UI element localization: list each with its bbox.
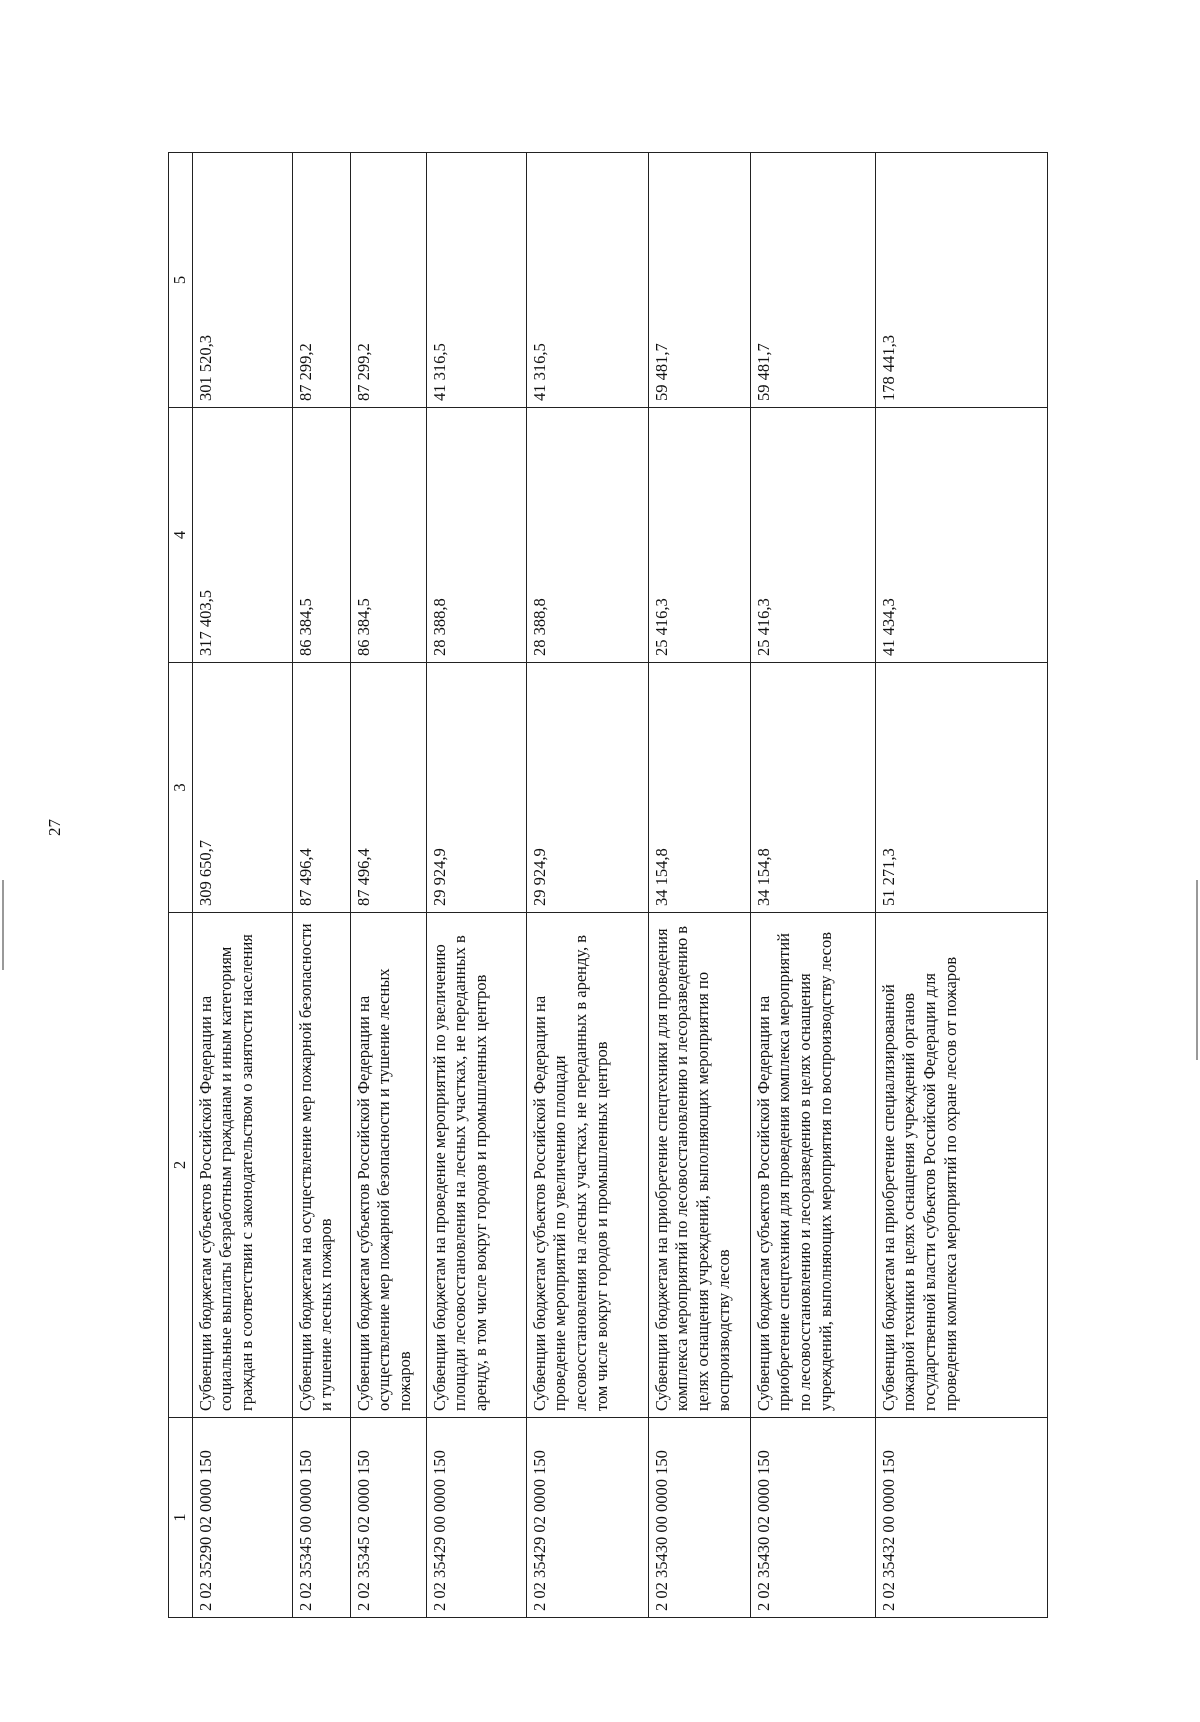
value-col5-cell: 87 299,2	[292, 153, 350, 408]
budget-code-cell: 2 02 35430 00 0000 150	[648, 1418, 750, 1618]
value-col5-cell: 178 441,3	[875, 153, 1047, 408]
budget-code-cell: 2 02 35429 02 0000 150	[526, 1418, 648, 1618]
table-row	[292, 153, 350, 1618]
description-cell: Субвенции бюджетам на осуществление мер пожарной безопасности и тушение лесных пожаров	[292, 913, 350, 1418]
budget-code-cell: 2 02 35432 00 0000 150	[875, 1418, 1047, 1618]
budget-code-cell: 2 02 35290 02 0000 150	[192, 1418, 292, 1618]
column-header-4: 4	[169, 408, 193, 663]
column-header-3: 3	[169, 663, 193, 913]
scan-edge-mark	[2, 880, 4, 970]
header-row	[169, 153, 193, 1618]
value-col4-cell: 41 434,3	[875, 408, 1047, 663]
value-col3-cell: 34 154,8	[648, 663, 750, 913]
value-col3-cell: 34 154,8	[750, 663, 875, 913]
value-col5-cell: 87 299,2	[350, 153, 426, 408]
value-col4-cell: 86 384,5	[292, 408, 350, 663]
description-cell: Субвенции бюджетам субъектов Российской Федерации на приобретение спецтехники для проведения комплекса мероприятий по лесовосстановлению и лесоразведению в целях оснащения учреждений, выполняющих мероприятия по воспроизводству лесов	[750, 913, 875, 1418]
value-col5-cell: 41 316,5	[426, 153, 526, 408]
value-col4-cell: 28 388,8	[526, 408, 648, 663]
table-row	[648, 153, 750, 1618]
value-col3-cell: 51 271,3	[875, 663, 1047, 913]
value-col5-cell: 41 316,5	[526, 153, 648, 408]
table-row	[750, 153, 875, 1618]
budget-code-cell: 2 02 35430 02 0000 150	[750, 1418, 875, 1618]
description-cell: Субвенции бюджетам субъектов Российской Федерации на осуществление мер пожарной безопасности и тушение лесных пожаров	[350, 913, 426, 1418]
value-col4-cell: 25 416,3	[648, 408, 750, 663]
column-header-5: 5	[169, 153, 193, 408]
value-col5-cell: 59 481,7	[648, 153, 750, 408]
scan-edge-mark	[1196, 880, 1198, 1060]
description-cell: Субвенции бюджетам субъектов Российской Федерации на социальные выплаты безработным гражданам и иным категориям граждан в соответствии с законодательством о занятости населения	[192, 913, 292, 1418]
value-col3-cell: 29 924,9	[526, 663, 648, 913]
description-cell: Субвенции бюджетам на проведение мероприятий по увеличению площади лесовосстановления на лесных участках, не переданных в аренду, в том числе вокруг городов и промышленных центров	[426, 913, 526, 1418]
table-row	[350, 153, 426, 1618]
page-number: 27	[45, 819, 64, 836]
value-col5-cell: 301 520,3	[192, 153, 292, 408]
budget-table	[168, 152, 1048, 1618]
value-col4-cell: 317 403,5	[192, 408, 292, 663]
budget-code-cell: 2 02 35345 00 0000 150	[292, 1418, 350, 1618]
table-row	[875, 153, 1047, 1618]
value-col4-cell: 25 416,3	[750, 408, 875, 663]
value-col3-cell: 309 650,7	[192, 663, 292, 913]
table-row	[426, 153, 526, 1618]
budget-code-cell: 2 02 35345 02 0000 150	[350, 1418, 426, 1618]
value-col3-cell: 29 924,9	[426, 663, 526, 913]
description-cell: Субвенции бюджетам на приобретение специализированной пожарной техники в целях оснащения учреждений органов государственной власти субъектов Российской Федерации для проведения комплекса мероприятий по охране лесов от пожаров	[875, 913, 1047, 1418]
column-header-2: 2	[169, 913, 193, 1418]
value-col3-cell: 87 496,4	[350, 663, 426, 913]
rotated-table-container	[168, 153, 1048, 1618]
value-col3-cell: 87 496,4	[292, 663, 350, 913]
description-cell: Субвенции бюджетам субъектов Российской Федерации на проведение мероприятий по увеличению площади лесовосстановления на лесных участках, не переданных в аренду, в том числе вокруг городов и промышленных центров	[526, 913, 648, 1418]
budget-code-cell: 2 02 35429 00 0000 150	[426, 1418, 526, 1618]
value-col4-cell: 86 384,5	[350, 408, 426, 663]
table-row	[192, 153, 292, 1618]
description-cell: Субвенции бюджетам на приобретение спецтехники для проведения комплекса мероприятий по лесовосстановлению и лесоразведению в целях оснащения учреждений, выполняющих мероприятия по воспроизводству лесов	[648, 913, 750, 1418]
column-header-1: 1	[169, 1418, 193, 1618]
table-row	[526, 153, 648, 1618]
value-col4-cell: 28 388,8	[426, 408, 526, 663]
value-col5-cell: 59 481,7	[750, 153, 875, 408]
